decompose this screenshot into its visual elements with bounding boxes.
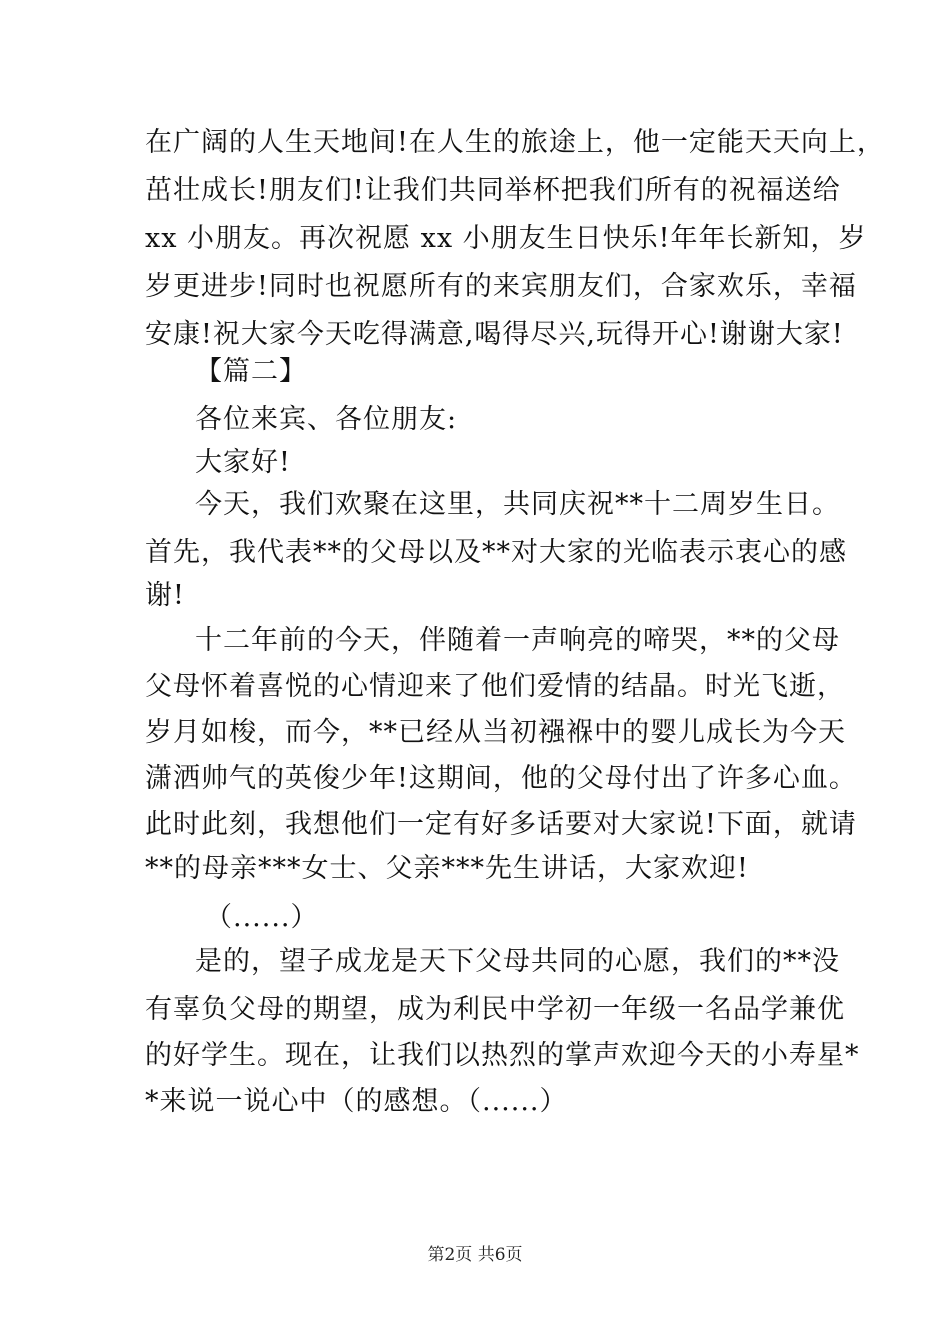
greeting-line: 大家好!	[195, 447, 291, 478]
paragraph-line: xx 小朋友。再次祝愿 xx 小朋友生日快乐!年年长新知，岁	[145, 223, 867, 254]
section-heading: 【篇二】	[195, 356, 307, 387]
paragraph-line: 此时此刻，我想他们一定有好多话要对大家说!下面，就请	[145, 809, 857, 840]
paragraph-line: 父母怀着喜悦的心情迎来了他们爱情的结晶。时光飞逝，	[145, 671, 845, 702]
paragraph-line: 的好学生。现在，让我们以热烈的掌声欢迎今天的小寿星*	[145, 1040, 860, 1071]
page-number-footer: 第2页 共6页	[427, 1245, 523, 1265]
paragraph-line: 今天，我们欢聚在这里，共同庆祝**十二周岁生日。	[195, 489, 840, 520]
paragraph-line: 首先，我代表**的父母以及**对大家的光临表示衷心的感	[145, 537, 847, 568]
paragraph-line: 谢!	[145, 580, 185, 611]
paragraph-line: 十二年前的今天，伴随着一声响亮的啼哭，**的父母	[195, 625, 840, 656]
paragraph-line: *来说一说心中（的感想。（......）	[145, 1086, 568, 1117]
ellipsis-line: （......）	[205, 902, 319, 933]
paragraph-line: 是的，望子成龙是天下父母共同的心愿，我们的**没	[195, 946, 840, 977]
salutation-line: 各位来宾、各位朋友:	[195, 404, 458, 435]
paragraph-line: 安康!祝大家今天吃得满意,喝得尽兴,玩得开心!谢谢大家!	[145, 319, 844, 350]
paragraph-line: 岁月如梭，而今，**已经从当初襁褓中的婴儿成长为今天	[145, 717, 846, 748]
paragraph-line: 茁壮成长!朋友们!让我们共同举杯把我们所有的祝福送给	[145, 175, 841, 206]
paragraph-line: 潇洒帅气的英俊少年!这期间，他的父母付出了许多心血。	[145, 763, 857, 794]
paragraph-line: 有辜负父母的期望，成为利民中学初一年级一名品学兼优	[145, 994, 845, 1025]
paragraph-line: 在广阔的人生天地间!在人生的旅途上，他一定能天天向上，	[145, 127, 885, 158]
paragraph-line: **的母亲***女士、父亲***先生讲话，大家欢迎!	[145, 853, 749, 884]
paragraph-line: 岁更进步!同时也祝愿所有的来宾朋友们，合家欢乐，幸福	[145, 271, 857, 302]
